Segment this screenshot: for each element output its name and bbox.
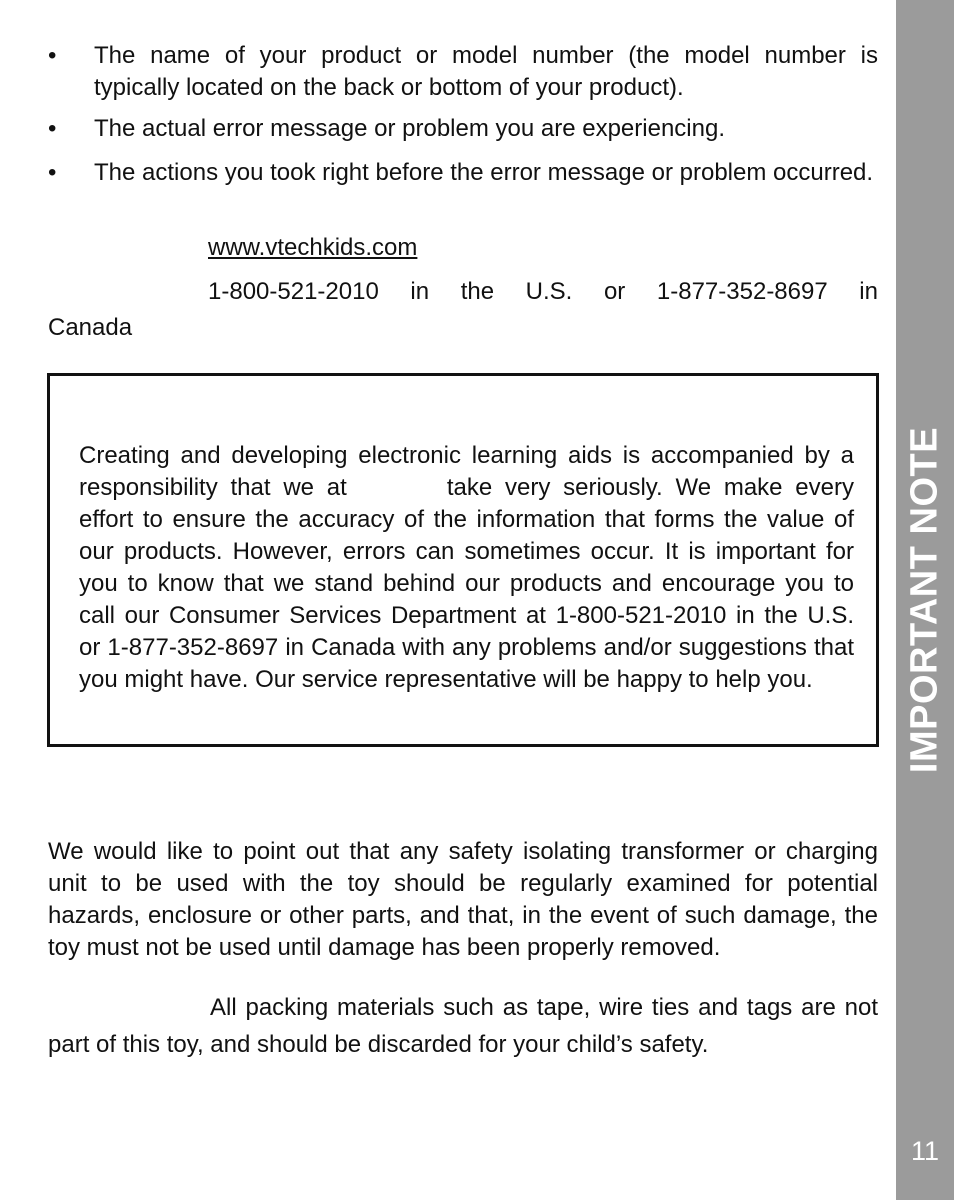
bullet-item	[48, 40, 878, 104]
page-number: 11	[910, 1136, 940, 1166]
safety-note: We would like to point out that any safety isolating transformer or charging unit to be used with the toy should be regularly examined for potential hazards, enclosure or other parts, and that, in the event of such damage, the toy must not be used until damage has been properly removed.	[48, 838, 878, 961]
packing-note: All packing materials such as tape, wire ties and tags are not part of this toy, and should be discarded for your child’s safety.	[48, 994, 878, 1058]
phone-line: 1-800-521-2010 in the U.S. or 1-877-352-8697 in Canada	[48, 278, 878, 341]
notice-text-start: Creating and developing electronic learning aids is accompanied by a responsibility that we at	[79, 442, 854, 501]
bullet-text: The actual error message or problem you are experiencing.	[94, 115, 725, 142]
bullet-list	[48, 40, 878, 200]
website-link[interactable]: www.vtechkids.com	[208, 234, 418, 261]
website-line	[208, 232, 417, 264]
bullet-icon: •	[48, 159, 57, 186]
bullet-icon: •	[48, 115, 57, 142]
bullet-text: The name of your product or model number (the model number is typically located on the back or bottom of your product).	[94, 42, 878, 101]
bullet-icon: •	[48, 42, 57, 69]
bullet-item	[48, 113, 878, 145]
bullet-text: The actions you took right before the error message or problem occurred.	[94, 159, 874, 186]
bullet-item	[48, 154, 878, 191]
notice-text-end: take very seriously. We make every effort to ensure the accuracy of the information that forms the value of our products. However, errors can sometimes occur. It is important for you to know that we stand behind our products and encourage you to call our Consumer Services Department at 1-800-521-2010 in the U.S. or 1-877-352-8697 in Canada with any problems and/or suggestions that you might have. Our service representative will be happy to help you.	[79, 474, 854, 693]
sidebar-title: IMPORTANT NOTE	[903, 426, 946, 774]
notice-paragraph	[79, 440, 854, 696]
notice-box	[47, 373, 879, 747]
sidebar	[896, 0, 954, 1200]
